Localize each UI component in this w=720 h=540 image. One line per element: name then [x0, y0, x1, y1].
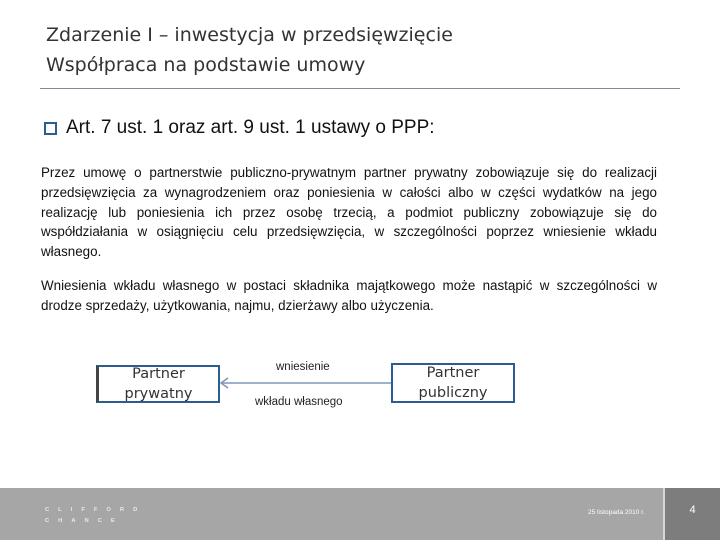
checkbox-bullet-icon — [44, 122, 57, 135]
arrow-label-top: wniesienie — [276, 361, 330, 373]
logo-line-2: CHANCE — [45, 518, 124, 524]
logo-line-1: CLIFFORD — [45, 507, 147, 513]
page-number: 4 — [689, 504, 696, 516]
title-divider — [40, 88, 680, 89]
partner-private-box — [96, 365, 220, 403]
arrow-label-bottom: wkładu własnego — [255, 396, 343, 408]
arrow-left-icon — [218, 376, 394, 390]
title-line-2: Współpraca na podstawie umowy — [46, 54, 366, 76]
clifford-chance-logo — [45, 505, 146, 527]
paragraph-1: Przez umowę o partnerstwie publiczno-prywatnym partner prywatny zobowiązuje się do realizacji przedsięwzięcia za wynagrodzeniem oraz poniesienia w całości albo w części wydatków na jego realizację lub poniesienia ich przez osobę trzecią, a podmiot publiczny zobowiązuje się do współdziałania w osiągnięciu celu przedsięwzięcia, w szczególności poprzez wniesienie wkładu własnego. — [41, 165, 657, 260]
partner-public-label-line1: Partner — [426, 365, 480, 381]
partner-private-label-line2: prywatny — [124, 386, 193, 402]
partner-public-box — [391, 363, 515, 403]
bullet-heading-text: Art. 7 ust. 1 oraz art. 9 ust. 1 ustawy o PPP: — [66, 117, 435, 138]
paragraph-2: Wniesienia wkładu własnego w postaci składnika majątkowego może nastąpić w szczególności w drodze sprzedaży, użytkowania, najmu, dzierżawy albo użyczenia. — [41, 278, 657, 313]
footer-date: 25 listopada 2010 r. — [588, 509, 645, 516]
slide-title — [46, 20, 453, 80]
footer-bar — [0, 488, 720, 540]
partner-public-label-line2: publiczny — [418, 385, 488, 401]
title-line-1: Zdarzenie I – inwestycja w przedsięwzięcie — [46, 24, 453, 46]
page-number-panel — [665, 488, 720, 540]
bullet-heading — [44, 117, 435, 139]
partner-private-label-line1: Partner — [132, 366, 185, 382]
